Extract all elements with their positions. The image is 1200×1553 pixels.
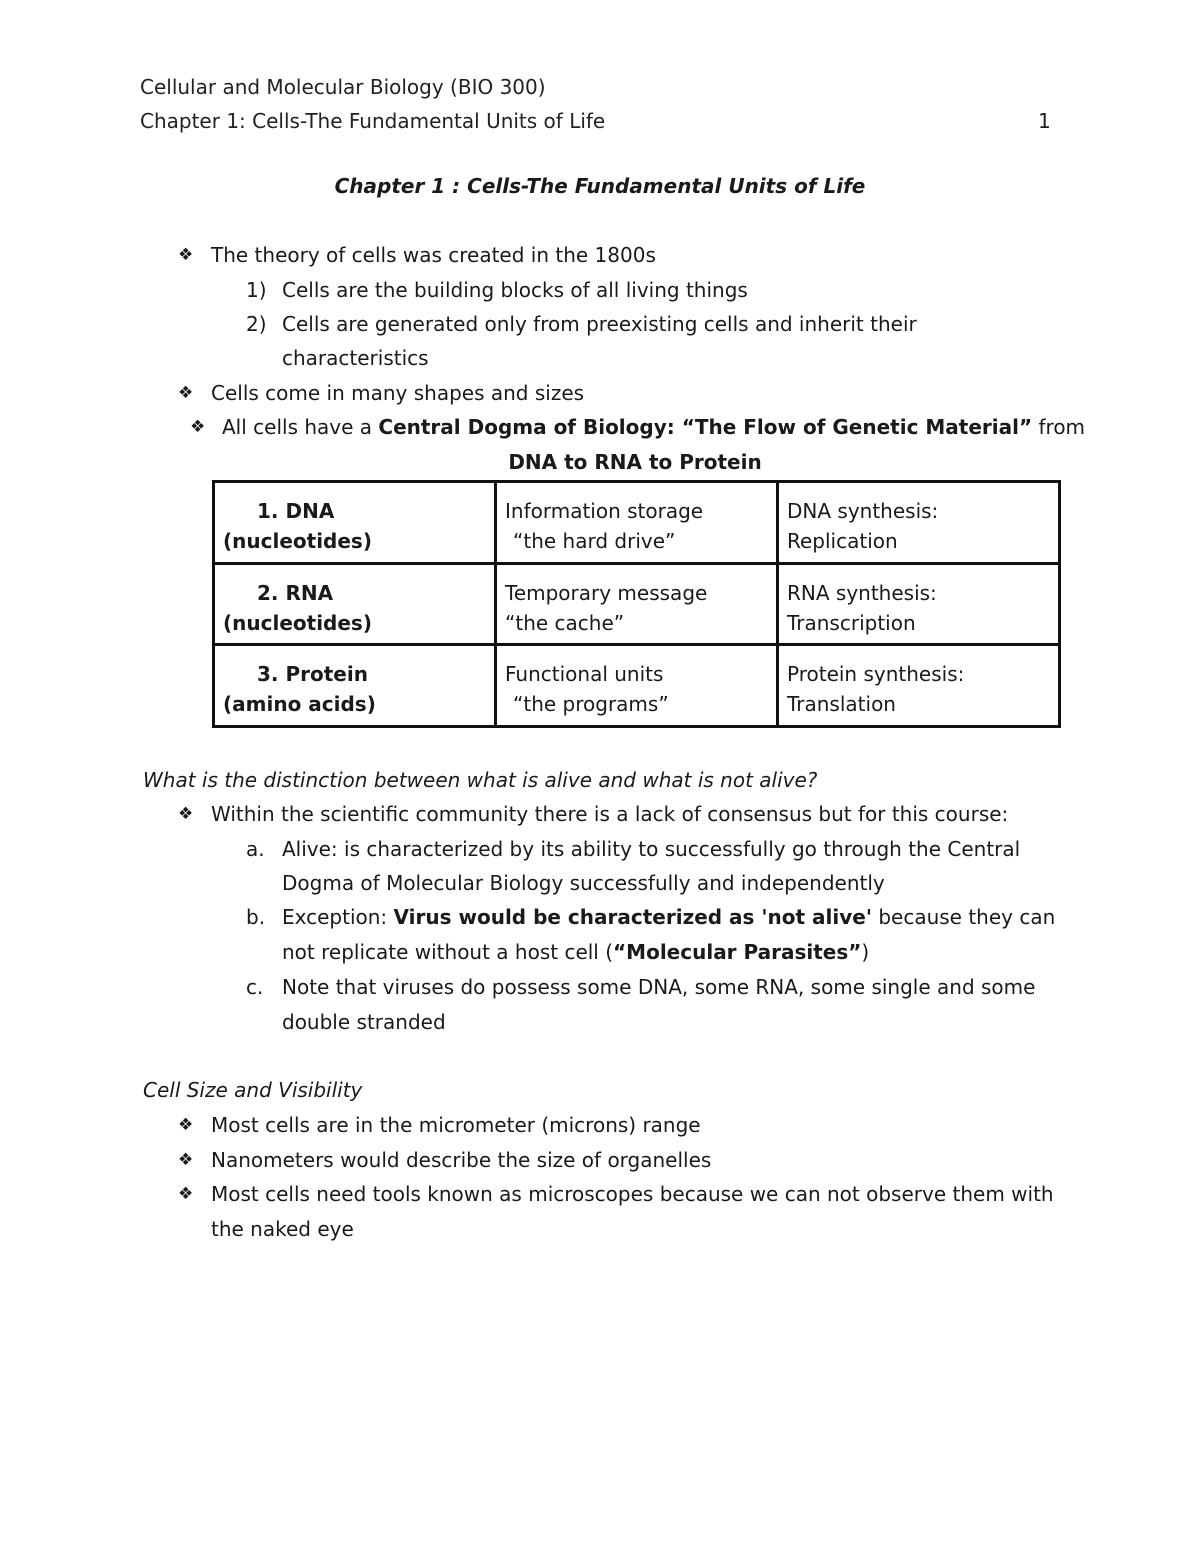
list-item-building-blocks: Cells are the building blocks of all living things (282, 278, 748, 302)
cell-text: 1. DNA (257, 499, 335, 523)
bullet-nanometers: Nanometers would describe the size of organelles (211, 1148, 712, 1172)
list-letter: c. (246, 975, 264, 999)
exception-line2-pre: not replicate without a host cell ( (282, 940, 614, 964)
bullet-cell-theory: The theory of cells was created in the 1800s (211, 243, 656, 267)
bullet-micrometer: Most cells are in the micrometer (microns) range (211, 1113, 701, 1137)
cell-text: 2. RNA (257, 580, 334, 605)
list-number: 2) (246, 312, 267, 336)
table-cell-process (778, 563, 1060, 645)
cell-text: Replication (787, 529, 898, 553)
bullet-central-dogma (222, 410, 1085, 444)
central-dogma-pre: All cells have a (222, 415, 379, 439)
bullet-shapes-sizes: Cells come in many shapes and sizes (211, 381, 585, 405)
table-cell-role (496, 482, 778, 564)
exception-post: because they can (871, 905, 1056, 929)
cell-text: Translation (787, 692, 896, 717)
diamond-bullet-icon: ❖ (178, 804, 194, 824)
table-cell-process (778, 482, 1060, 564)
dna-rna-protein-caption: DNA to RNA to Protein (508, 450, 762, 474)
list-item-preexisting-line2: characteristics (282, 346, 429, 370)
table-cell-molecule (214, 482, 496, 564)
exception-pre: Exception: (282, 905, 394, 929)
diamond-bullet-icon: ❖ (178, 245, 194, 265)
list-letter: a. (246, 837, 265, 861)
list-letter: b. (246, 905, 266, 929)
exception-bold: Virus would be characterized as 'not alive' (393, 905, 872, 929)
chapter-header: Chapter 1: Cells-The Fundamental Units of Life (140, 109, 606, 133)
list-item-alive-line1: Alive: is characterized by its ability to successfully go through the Central (282, 837, 1021, 861)
cell-text: Protein synthesis: (787, 662, 965, 687)
table-row (214, 563, 1060, 645)
alive-heading: What is the distinction between what is alive and what is not alive? (143, 768, 818, 792)
list-item-viruses-line2: double stranded (282, 1010, 446, 1034)
cell-text: 3. Protein (257, 662, 368, 687)
cell-text: (nucleotides) (223, 610, 372, 635)
page-number: 1 (1038, 109, 1051, 133)
list-item-viruses-line1: Note that viruses do possess some DNA, some RNA, some single and some (282, 975, 1036, 999)
exception-line2-post: ) (861, 940, 870, 964)
table-row (214, 645, 1060, 727)
diamond-bullet-icon: ❖ (178, 1150, 194, 1170)
cell-text: (nucleotides) (223, 529, 372, 553)
list-item-alive-line2: Dogma of Molecular Biology successfully and independently (282, 871, 885, 895)
central-dogma-post: from (1032, 415, 1086, 439)
bullet-microscopes-line1: Most cells need tools known as microscopes because we can not observe them with (211, 1182, 1054, 1206)
diamond-bullet-icon: ❖ (178, 1115, 194, 1135)
table-cell-molecule (214, 645, 496, 727)
table-cell-role (496, 645, 778, 727)
exception-line2-bold: “Molecular Parasites” (613, 940, 862, 964)
list-number: 1) (246, 278, 267, 302)
diamond-bullet-icon: ❖ (178, 383, 194, 403)
table-cell-molecule (214, 563, 496, 645)
bullet-microscopes-line2: the naked eye (211, 1217, 354, 1241)
cell-text: “the cache” (505, 610, 625, 635)
table-row (214, 482, 1060, 564)
cell-text: Transcription (787, 610, 916, 635)
cell-text: “the programs” (513, 692, 669, 717)
diamond-bullet-icon: ❖ (178, 1184, 194, 1204)
page-title: Chapter 1 : Cells-The Fundamental Units of Life (334, 174, 866, 198)
bullet-consensus: Within the scientific community there is a lack of consensus but for this course: (211, 802, 1009, 826)
cell-text: “the hard drive” (513, 529, 676, 553)
list-item-exception-line1 (282, 900, 1055, 934)
diamond-bullet-icon: ❖ (190, 417, 206, 437)
cell-size-heading: Cell Size and Visibility (143, 1078, 363, 1102)
cell-text: RNA synthesis: (787, 580, 937, 605)
cell-text: Information storage (505, 499, 704, 523)
table-cell-role (496, 563, 778, 645)
cell-text: DNA synthesis: (787, 499, 939, 523)
central-dogma-bold: Central Dogma of Biology: “The Flow of Genetic Material” (378, 415, 1033, 439)
list-item-preexisting-line1: Cells are generated only from preexisting cells and inherit their (282, 312, 917, 336)
cell-text: (amino acids) (223, 692, 376, 717)
central-dogma-table (212, 480, 1061, 728)
course-header: Cellular and Molecular Biology (BIO 300) (140, 75, 546, 99)
cell-text: Functional units (505, 662, 664, 687)
cell-text: Temporary message (505, 580, 708, 605)
list-item-exception-line2 (282, 935, 869, 969)
table-cell-process (778, 645, 1060, 727)
